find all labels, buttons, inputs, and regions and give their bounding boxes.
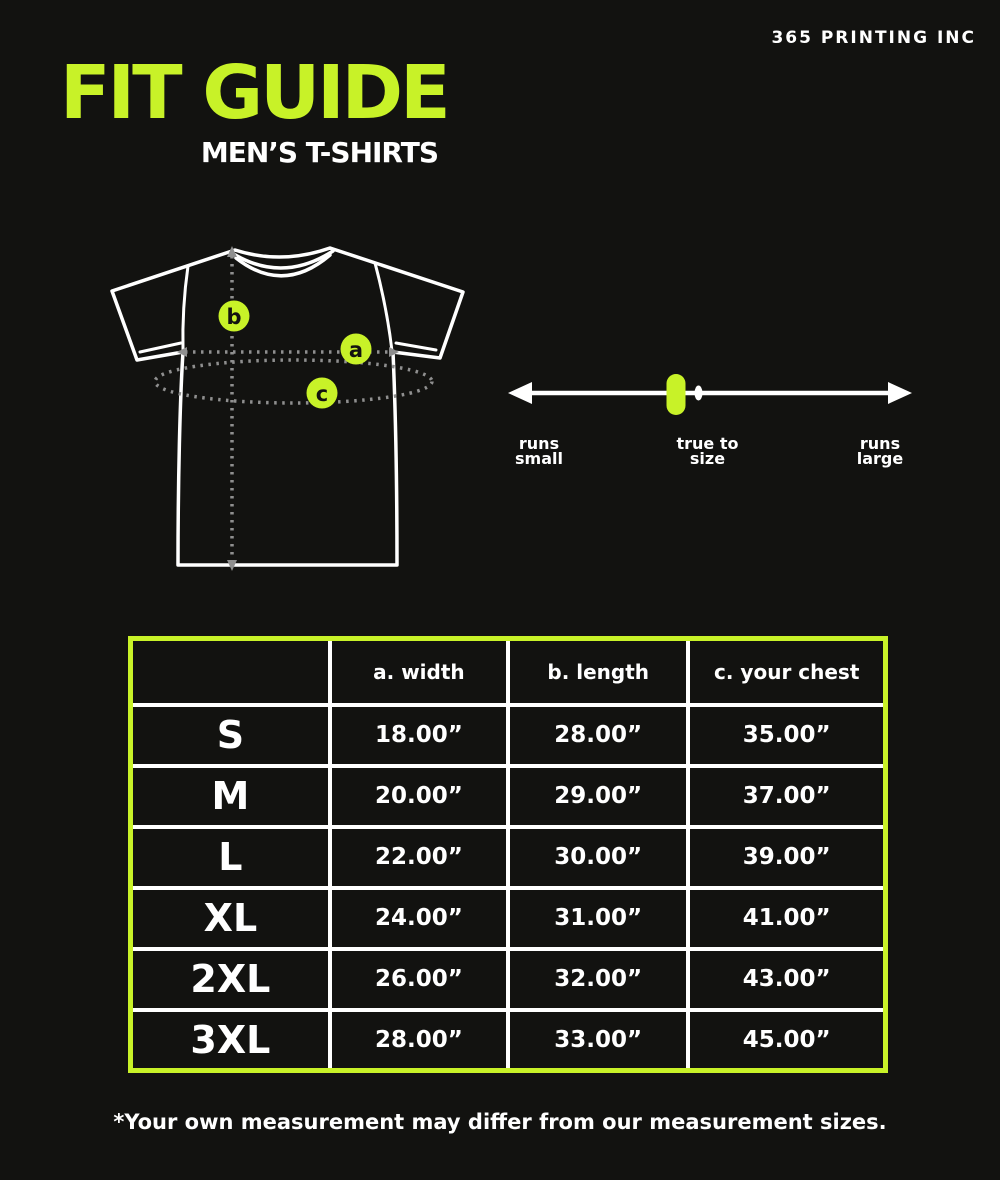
tshirt-measurement-diagram — [90, 238, 485, 583]
length-value: 30.00” — [508, 827, 688, 888]
length-value: 28.00” — [508, 705, 688, 766]
length-value: 32.00” — [508, 949, 688, 1010]
width-value: 28.00” — [330, 1010, 508, 1071]
left-cuff-line — [140, 343, 181, 352]
measurement-arrowheads — [177, 246, 399, 571]
left-sleeve-seam — [183, 266, 188, 351]
size-label: S — [131, 705, 330, 766]
right-sleeve-seam — [375, 263, 392, 351]
size-label: 2XL — [131, 949, 330, 1010]
table-row-xl — [131, 888, 886, 949]
width-value: 18.00” — [330, 705, 508, 766]
measurement-lines — [155, 256, 432, 561]
chest-value: 39.00” — [688, 827, 885, 888]
size-table — [128, 636, 888, 1073]
scale-label-true-to-size: true to size — [676, 434, 739, 468]
header-length: b. length — [508, 639, 688, 705]
scale-arrow-line — [508, 382, 912, 404]
right-cuff-line — [396, 343, 436, 350]
measurement-disclaimer: *Your own measurement may differ from our measurement sizes. — [113, 1110, 887, 1134]
marker-a-label: a — [348, 338, 364, 362]
size-label: M — [131, 766, 330, 827]
marker-c-label: c — [315, 382, 329, 406]
brand-name: 365 PRINTING INC — [771, 28, 976, 48]
marker-a — [341, 334, 372, 365]
length-value: 29.00” — [508, 766, 688, 827]
table-row-2xl — [131, 949, 886, 1010]
tshirt-outline-icon — [112, 248, 463, 565]
size-label: XL — [131, 888, 330, 949]
header-size — [131, 639, 330, 705]
width-value: 26.00” — [330, 949, 508, 1010]
table-row-s — [131, 705, 886, 766]
scale-label-runs-large: runs large — [856, 434, 904, 468]
chest-value: 35.00” — [688, 705, 885, 766]
width-value: 22.00” — [330, 827, 508, 888]
scale-position-marker — [667, 374, 686, 415]
length-value: 33.00” — [508, 1010, 688, 1071]
marker-b — [219, 301, 250, 332]
size-table-header-row — [131, 639, 886, 705]
header-width: a. width — [330, 639, 508, 705]
page-title: FIT GUIDE — [60, 50, 448, 136]
scale-tick-dot — [695, 386, 703, 401]
table-row-m — [131, 766, 886, 827]
title-block — [60, 50, 448, 169]
chest-value: 41.00” — [688, 888, 885, 949]
width-value: 24.00” — [330, 888, 508, 949]
scale-label-runs-small: runs small — [515, 434, 563, 468]
marker-c — [307, 378, 338, 409]
size-label: 3XL — [131, 1010, 330, 1071]
chest-measure-ellipse — [155, 360, 432, 403]
header-chest: c. your chest — [688, 639, 885, 705]
left-arrowhead-icon — [508, 382, 532, 404]
table-row-l — [131, 827, 886, 888]
chest-value: 37.00” — [688, 766, 885, 827]
table-row-3xl — [131, 1010, 886, 1071]
chest-value: 43.00” — [688, 949, 885, 1010]
chest-value: 45.00” — [688, 1010, 885, 1071]
length-value: 31.00” — [508, 888, 688, 949]
marker-b-label: b — [226, 305, 242, 329]
fit-scale — [505, 368, 915, 423]
width-value: 20.00” — [330, 766, 508, 827]
page-subtitle: MEN’S T-SHIRTS — [200, 136, 438, 169]
size-label: L — [131, 827, 330, 888]
right-arrowhead-icon — [888, 382, 912, 404]
